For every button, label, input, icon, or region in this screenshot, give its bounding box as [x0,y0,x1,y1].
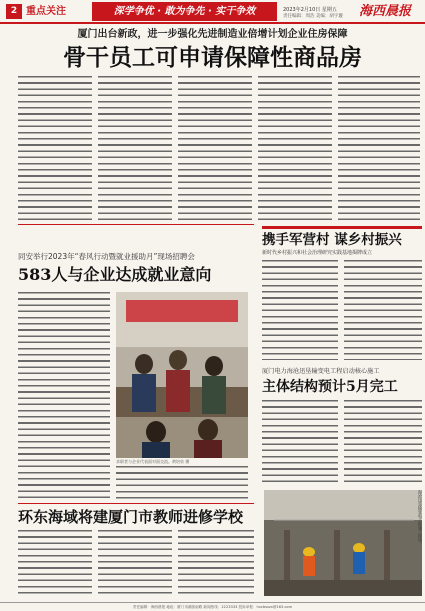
paper-logo: 海西晨报 [358,4,411,19]
issue-date: 2023年2月10日 星期五 [283,7,337,13]
slogan-banner: 深学争优 · 敢为争先 · 实干争效 [92,2,277,21]
article1-body-col1 [18,76,92,220]
article2-kicker: 同安举行2023年“春风行动暨就业援助月”现场招聘会 [18,252,195,261]
construction-photo-caption: 海沧迅垦输变电工程施工现场。 [418,490,423,546]
article3-subhead: 新时代乡村振兴和社会治理研究实践基地揭牌成立 [262,250,373,256]
article3-body-col2 [344,260,422,360]
divider-1 [18,224,254,225]
article2-headline: 583人与企业达成就业意向 [18,265,212,284]
article2-body-col3 [116,466,248,500]
article1-body-col5 [338,76,420,220]
article5-body-col1 [18,530,92,596]
article5-headline: 环东海域将建厦门市教师进修学校 [18,508,244,526]
editor-credit: 责任编辑：周浩 美编：胡宇璇 [283,14,343,19]
article4-headline: 主体结构预计5月完工 [262,379,398,395]
article3-headline: 携手军营村 谋乡村振兴 [262,232,402,248]
article3-body-col1 [262,260,338,360]
article4-kicker: 厦门电力海沧迅垦输变电工程启动核心施工 [262,368,380,375]
divider-2 [18,503,254,504]
recruitment-photo-caption: 求职者与企业代表面对面交流。黄培泉 摄 [116,459,190,464]
article3-topbar [262,226,422,229]
article4-body-col2 [344,400,422,486]
construction-site-photo [264,490,422,596]
page-footer: 责任编辑：海西晨报 地址：厦门市湖滨南路 新闻热线：2223333 投诉举报：hxcbsszx@163.com [0,602,425,611]
article5-body-col2 [98,530,172,596]
article1-body-col4 [258,76,332,220]
article1-kicker: 厦门出台新政，进一步强化先进制造业倍增计划企业住房保障 [77,29,348,40]
article1-headline: 骨干员工可申请保障性商品房 [63,44,362,71]
article1-body-col2 [98,76,172,220]
article4-body-col1 [262,400,338,486]
recruitment-fair-photo [116,292,248,458]
article5-body-col3 [178,530,254,596]
article1-body-col3 [178,76,252,220]
article2-body-col1 [18,292,110,500]
section-title: 重点关注 [26,6,66,17]
page-number: 2 [6,4,22,19]
